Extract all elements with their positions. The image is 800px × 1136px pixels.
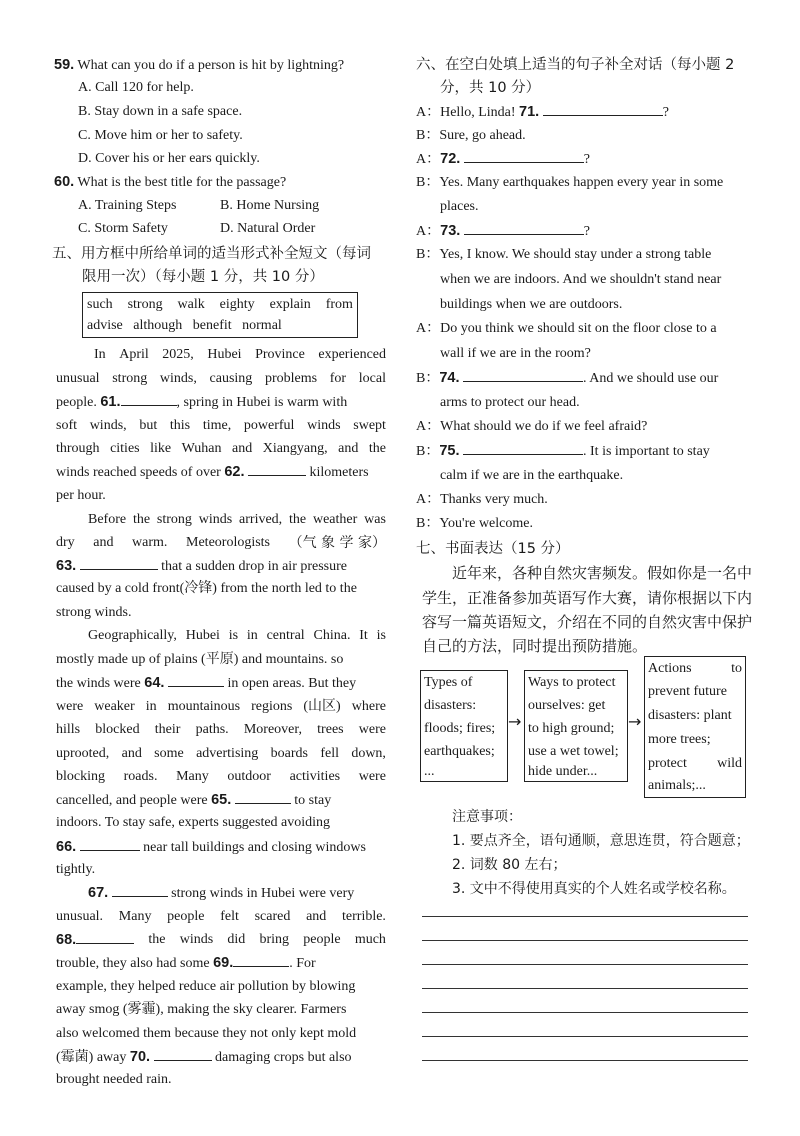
option-c: C. Move him or her to safety. [78,128,243,143]
passage-line: away smog (雾霾), making the sky clearer. Farmers [56,1002,347,1017]
word: central [266,628,305,643]
box-line: animals;... [648,778,706,793]
answer-blank-70[interactable] [154,1048,212,1061]
passage-line [94,346,386,364]
text: winds reached speeds of over [56,465,221,480]
option-c: C. Storm Safety [78,221,168,236]
word: time, [202,418,232,433]
dialogue-line [416,103,669,122]
info-box-types [420,670,508,782]
passage-line: brought needed rain. [56,1072,172,1087]
box-line: hide under... [528,764,598,779]
word: down, [351,746,386,761]
arrow-right-icon: → [628,712,642,731]
word: the [148,932,166,947]
answer-blank-69[interactable] [233,954,289,967]
word: normal [242,318,282,333]
word: people [167,909,205,924]
word: Many [176,769,209,784]
dialogue-line: B：Sure, go ahead. [416,128,526,143]
word: winds [198,512,233,527]
dialogue-line [416,150,590,169]
passage-line [56,440,386,458]
word: the [368,441,386,456]
word: were [358,722,386,737]
word: felt [220,909,239,924]
word: and [338,441,359,456]
passage-line: example, they helped reduce air pollution by blowing [56,979,356,994]
text: A： [416,224,441,239]
word: this [169,418,191,433]
dialogue-line: B：You're welcome. [416,516,533,531]
writing-line[interactable] [422,916,748,917]
passage-line [56,417,386,435]
word: in [145,699,157,714]
word: dry [56,535,75,550]
word-box-row-2 [87,317,282,335]
passage-line [88,627,386,645]
box-line: use a wet towel; [528,744,619,759]
answer-blank-65[interactable] [235,791,291,804]
option-a: A. Training Steps [78,198,177,213]
word: (山区) [303,699,341,714]
passage-line [56,768,386,786]
word: weather [312,512,358,527]
writing-line[interactable] [422,1036,748,1037]
word-box [82,292,358,338]
box-line: Actions to [648,661,742,676]
dialogue-line: A：What should we do if we feel afraid? [416,419,648,434]
passage-line: also welcomed them because they not only kept mold [56,1026,357,1041]
word: In [94,347,106,362]
arrow-right-icon: → [508,712,522,731]
blank-number-66: 66. [56,839,77,855]
word: Moreover, [243,722,302,737]
box-line: floods; fires; [424,721,496,736]
dialogue-line [416,442,710,461]
text: the winds were [56,676,141,691]
word: and [231,441,253,456]
word: boards [270,746,308,761]
passage-line [56,557,347,576]
blank-number-73: 73. [440,223,461,239]
word: It [359,628,368,643]
box-line: more trees; [648,732,711,747]
word: advertising [196,746,259,761]
passage-line [56,698,386,716]
passage-line [56,954,316,973]
word: winds [307,418,341,433]
word: is [376,628,386,643]
word: where [351,699,386,714]
passage-line [56,1048,352,1067]
box-line: protect wild [648,756,742,771]
passage-line [56,463,369,482]
word: unusual. [56,909,104,924]
answer-blank-63[interactable] [80,557,158,570]
text: ? [662,105,669,120]
word: strong [156,512,192,527]
dialogue-line: arms to protect our head. [440,395,580,410]
word: fell [320,746,339,761]
text: strong winds in Hubei were very [171,886,355,901]
text: . It is important to stay [583,444,710,459]
blank-number-61: 61. [100,394,121,410]
word: strong [127,297,163,312]
section-6-title: 六、在空白处填上适当的句子补全对话（每小题 2 [416,57,735,73]
word: for [329,371,347,386]
word: Wuhan [181,441,222,456]
box-line: to high ground; [528,721,615,736]
dialogue-line: buildings when we are outdoors. [440,297,623,312]
word: warm. [132,535,168,550]
word: like [150,441,172,456]
word: trees [317,722,344,737]
passage-line: tightly. [56,862,96,877]
blank-number-69: 69. [213,955,234,971]
blank-number-67: 67. [88,885,109,901]
box-line: ... [424,764,435,779]
box-line: disasters: plant [648,708,732,723]
word: was [364,512,386,527]
word: did [227,932,246,947]
option-d: D. Natural Order [220,221,316,236]
text: （气 象 学 家） [288,535,386,551]
writing-line[interactable] [422,988,748,989]
text: ? [583,224,591,239]
answer-blank-61[interactable] [121,393,177,406]
word: scared [254,909,291,924]
word: Many [118,909,152,924]
word: through [56,441,100,456]
question-stem: What can you do if a person is hit by lightning? [77,58,345,73]
text: (霉菌) away [56,1050,127,1065]
writing-line[interactable] [422,1012,748,1013]
word: Meteorologists [186,535,271,550]
word: cities [110,441,140,456]
dialogue-line: wall if we are in the room? [440,346,591,361]
box-line: Ways to protect [528,675,616,690]
word: weaker [94,699,135,714]
text: ? [583,152,591,167]
blank-number-71: 71. [519,104,540,120]
passage-line: per hour. [56,488,106,503]
passage-line [56,674,356,693]
section-5-title-cont: 限用一次）（每小题 1 分，共 10 分） [82,269,324,285]
answer-blank-72[interactable] [464,150,584,163]
word: and [93,535,114,550]
text: A：Hello, Linda! [416,105,516,120]
word: walk [177,297,205,312]
question-60 [54,173,286,192]
word: is [228,628,239,643]
dialogue-line: A：Do you think we should sit on the floor close to a [416,321,717,336]
word: Hubei [185,628,220,643]
passage-line [56,721,386,739]
word: arrived, [239,512,283,527]
writing-line[interactable] [422,964,748,965]
word: winds [179,932,214,947]
writing-prompt: 自己的方法，同时提出预防措施。 [422,637,648,655]
dialogue-line: places. [440,199,479,214]
dialogue-line: B：Yes. Many earthquakes happen every year in some [416,175,724,190]
text: damaging crops but also [215,1050,352,1065]
passage-line [88,511,386,529]
word: local [358,371,386,386]
passage-line: caused by a cold front(冷锋) from the north led to the [56,581,357,596]
word: roads. [123,769,158,784]
word: bring [259,932,290,947]
box-line: earthquakes; [424,744,495,759]
answer-blank-68[interactable] [76,931,134,944]
writing-prompt: 近年来，各种自然灾害频发。假如你是一名中 [452,564,753,582]
question-number: 60. [54,174,75,190]
question-number: 59. [54,57,75,73]
word: and [121,746,142,761]
text: A： [416,152,441,167]
word: from [325,297,353,312]
passage-line [56,931,386,950]
blank-number-65: 65. [211,792,232,808]
word: causing [209,371,253,386]
word: unusual [56,371,100,386]
passage-line: mostly made up of plains (平原) and mountains. so [56,652,344,667]
dialogue-line: when we are indoors. And we shouldn't stand near [440,272,722,287]
word: outdoor [227,769,271,784]
question-59 [54,56,344,75]
word: but [139,418,158,433]
blank-number-68: 68. [56,932,77,948]
blank-number-74: 74. [439,370,460,386]
blank-number-70: 70. [129,1049,151,1065]
blank-number-72: 72. [440,151,461,167]
word: Province [255,347,305,362]
word: blocked [95,722,140,737]
text: . For [289,956,316,971]
answer-blank-67[interactable] [112,884,168,897]
blank-number-62: 62. [224,464,245,480]
dialogue-line [416,222,590,241]
word: winds, [159,371,197,386]
word: the [289,512,307,527]
info-box-ways [524,670,628,782]
passage-line: indoors. To stay safe, experts suggested avoiding [56,815,331,830]
section-7-title: 七、书面表达（15 分） [416,541,570,557]
text: in open areas. But they [227,676,357,691]
word: such [87,297,113,312]
option-d: D. Cover his or her ears quickly. [78,151,260,166]
text: cancelled, and people were [56,793,208,808]
writing-prompt: 学生，正准备参加英语写作大赛，请你根据以下内 [422,589,753,607]
passage-line [56,534,386,552]
word: and [306,909,327,924]
question-stem: What is the best title for the passage? [77,175,287,190]
word: activities [289,769,341,784]
note-item: 3. 文中不得使用真实的个人姓名或学校名称。 [452,881,736,897]
text: . And we should use our [583,371,719,386]
text: near tall buildings and closing windows [143,840,366,855]
note-item: 1. 要点齐全，语句通顺，意思连贯，符合题意； [452,833,750,849]
word: problems [264,371,318,386]
box-line: ourselves: get [528,698,606,713]
word-box-row-1 [87,296,353,314]
text: that a sudden drop in air pressure [161,559,348,574]
dialogue-line: calm if we are in the earthquake. [440,468,624,483]
word: terrible. [342,909,386,924]
box-line: Types of [424,675,473,690]
dialogue-line [416,369,718,388]
text: to stay [294,793,332,808]
text: trouble, they also had some [56,956,210,971]
passage-line [56,908,386,926]
word: mountainous [167,699,241,714]
passage-line [56,791,331,810]
text: kilometers [309,465,369,480]
word: explain [269,297,311,312]
word: the [132,512,151,527]
word: winds, [89,418,127,433]
box-line: disasters: [424,698,477,713]
passage-line [56,745,386,763]
blank-number-63: 63. [56,558,77,574]
word: Before [88,512,127,527]
word: their [154,722,181,737]
answer-blank-71[interactable] [543,103,663,116]
word: much [354,932,386,947]
writing-line[interactable] [422,1060,748,1061]
word: although [133,318,183,333]
answer-blank-64[interactable] [168,674,224,687]
word: people [303,932,341,947]
word: were [56,699,84,714]
box-line: prevent future [648,684,727,699]
writing-line[interactable] [422,940,748,941]
option-b: B. Stay down in a safe space. [78,104,243,119]
blank-number-75: 75. [439,443,460,459]
writing-prompt: 容写一篇英语短文，介绍在不同的自然灾害中保护 [422,613,753,631]
word: April [119,347,149,362]
notes-title: 注意事项： [452,809,522,825]
word: soft [56,418,77,433]
word: 2025, [162,347,194,362]
info-box-actions [644,656,746,798]
text: , spring in Hubei is warm with [176,395,348,410]
word: Hubei [207,347,242,362]
word: advise [87,318,123,333]
answer-blank-74[interactable] [463,369,583,382]
section-6-title-cont: 分，共 10 分） [440,80,541,96]
passage-line: strong winds. [56,605,132,620]
text: B： [416,371,440,386]
word: benefit [192,318,232,333]
passage-line [56,393,347,412]
passage-line [56,838,366,857]
word: were [358,769,386,784]
word: regions [251,699,293,714]
word: eighty [219,297,255,312]
word: strong [112,371,148,386]
passage-line [88,884,354,903]
dialogue-line: B：Yes, I know. We should stay under a strong table [416,247,712,262]
answer-blank-75[interactable] [463,442,583,455]
answer-blank-66[interactable] [80,838,140,851]
word: hills [56,722,81,737]
text: people. [56,395,97,410]
passage-line [56,370,386,388]
section-5-title: 五、用方框中所给单词的适当形式补全短文（每词 [52,246,371,262]
answer-blank-62[interactable] [248,463,306,476]
word: swept [353,418,386,433]
word: Geographically, [88,628,177,643]
word: in [246,628,258,643]
word: China. [313,628,351,643]
word: uprooted, [56,746,110,761]
word: paths. [195,722,229,737]
word: experienced [318,347,386,362]
text: B： [416,444,440,459]
dialogue-line: A：Thanks very much. [416,492,548,507]
word: Xiangyang, [262,441,328,456]
option-b: B. Home Nursing [220,198,320,213]
blank-number-64: 64. [144,675,165,691]
note-item: 2. 词数 80 左右； [452,857,567,873]
answer-blank-73[interactable] [464,222,584,235]
word: blocking [56,769,105,784]
option-a: A. Call 120 for help. [78,80,194,95]
word: powerful [243,418,295,433]
word: some [154,746,184,761]
